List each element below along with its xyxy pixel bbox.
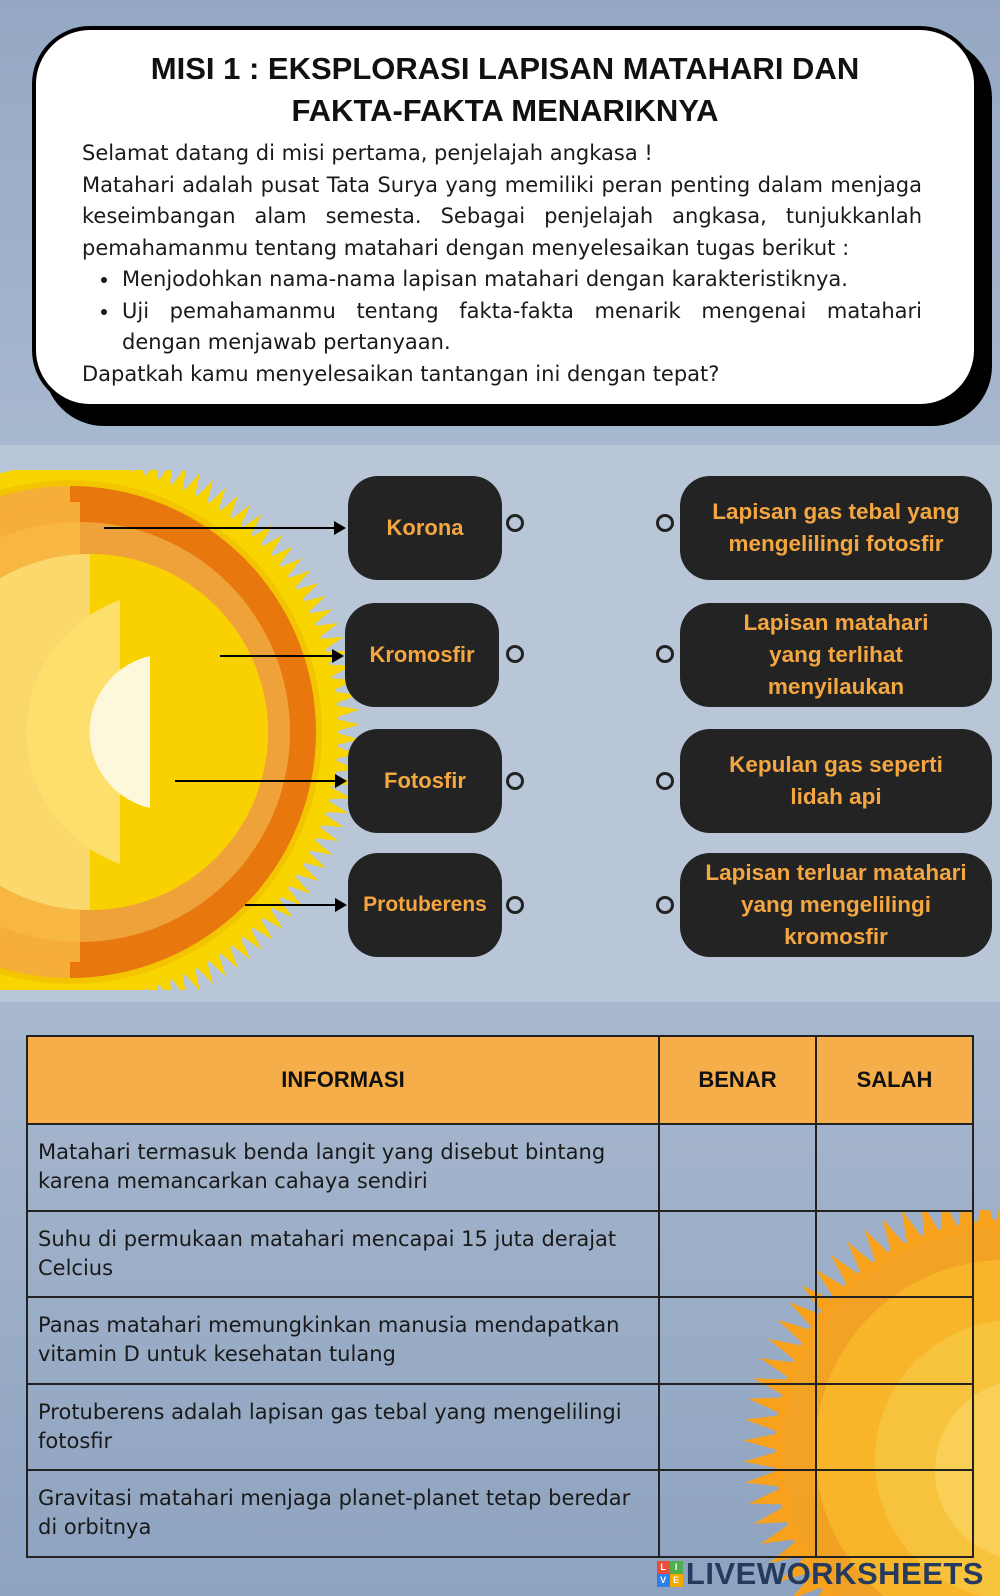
logo-mark-letter: E [670, 1574, 683, 1587]
layer-label: Protuberens [363, 893, 487, 916]
salah-checkbox[interactable] [816, 1384, 973, 1471]
mission-title-line-2: FAKTA-FAKTA MENARIKNYA [291, 93, 719, 128]
layer-label: Kromosfir [369, 642, 475, 667]
task-list [120, 264, 922, 359]
layer-option-fotosfir[interactable] [348, 729, 502, 833]
arrow-icon [220, 655, 342, 657]
layer-option-kromosfir[interactable] [345, 603, 499, 707]
brand-name: LIVEWORKSHEETS [685, 1556, 984, 1591]
salah-checkbox[interactable] [816, 1124, 973, 1211]
logo-mark-letter: L [657, 1561, 670, 1574]
connector-dot-icon[interactable] [506, 645, 524, 663]
benar-checkbox[interactable] [659, 1297, 816, 1384]
layer-option-protuberens[interactable] [348, 853, 502, 957]
benar-checkbox[interactable] [659, 1124, 816, 1211]
table-header-row [27, 1036, 973, 1124]
table-row [27, 1384, 973, 1471]
arrow-icon [175, 780, 345, 782]
greeting-text: Selamat datang di misi pertama, penjelajah angkasa ! [82, 141, 653, 165]
connector-dot-icon[interactable] [506, 772, 524, 790]
table-row [27, 1470, 973, 1557]
layer-option-korona[interactable] [348, 476, 502, 580]
logo-mark-letter: V [657, 1574, 670, 1587]
description-option[interactable] [680, 603, 992, 707]
layer-label: Korona [386, 515, 464, 540]
description-option[interactable] [680, 729, 992, 833]
mission-title-line-1: MISI 1 : EKSPLORASI LAPISAN MATAHARI DAN [150, 51, 860, 86]
liveworksheets-logo-icon [657, 1561, 683, 1587]
salah-checkbox[interactable] [816, 1211, 973, 1298]
salah-checkbox[interactable] [816, 1470, 973, 1557]
statement-text: Suhu di permukaan matahari mencapai 15 juta derajat Celcius [27, 1211, 659, 1298]
sun-illustration [0, 470, 360, 990]
connector-dot-icon[interactable] [506, 896, 524, 914]
closing-question: Dapatkah kamu menyelesaikan tantangan ini dengan tepat? [82, 361, 720, 386]
statement-text: Gravitasi matahari menjaga planet-planet tetap beredar di orbitnya [27, 1470, 659, 1557]
task-item: • Uji pemahamanmu tentang fakta-fakta menarik mengenai matahari dengan menjawab pertanyaan. [120, 296, 922, 359]
connector-dot-icon[interactable] [656, 514, 674, 532]
connector-dot-icon[interactable] [656, 772, 674, 790]
table-row [27, 1124, 973, 1211]
connector-dot-icon[interactable] [656, 645, 674, 663]
benar-checkbox[interactable] [659, 1470, 816, 1557]
header-benar: BENAR [659, 1036, 816, 1124]
description-label: Lapisan matahari yang terlihat menyilaukan [743, 610, 929, 699]
description-label: Kepulan gas seperti lidah api [729, 752, 943, 809]
true-false-table [26, 1035, 974, 1558]
intro-card [32, 26, 978, 408]
intro-text [82, 138, 922, 390]
layer-label: Fotosfir [384, 768, 466, 793]
mission-title [82, 48, 922, 132]
table-row [27, 1297, 973, 1384]
description-option[interactable] [680, 853, 992, 957]
connector-dot-icon[interactable] [506, 514, 524, 532]
statement-text: Panas matahari memungkinkan manusia mendapatkan vitamin D untuk kesehatan tulang [27, 1297, 659, 1384]
table-row [27, 1211, 973, 1298]
arrow-icon [245, 904, 345, 906]
salah-checkbox[interactable] [816, 1297, 973, 1384]
description-label: Lapisan gas tebal yang mengelilingi fotosfir [712, 499, 960, 556]
statement-text: Matahari termasuk benda langit yang disebut bintang karena memancarkan cahaya sendiri [27, 1124, 659, 1211]
arrow-icon [104, 527, 344, 529]
statement-text: Protuberens adalah lapisan gas tebal yang mengelilingi fotosfir [27, 1384, 659, 1471]
intro-paragraph: Matahari adalah pusat Tata Surya yang memiliki peran penting dalam menjaga keseimbangan alam semesta. Sebagai penjelajah angkasa, tunjukkanlah pemahamanmu tentang matahari dengan menyelesaikan tugas berikut : [82, 172, 922, 260]
task-item: • Menjodohkan nama-nama lapisan matahari dengan karakteristiknya. [120, 264, 922, 296]
header-informasi: INFORMASI [27, 1036, 659, 1124]
connector-dot-icon[interactable] [656, 896, 674, 914]
header-salah: SALAH [816, 1036, 973, 1124]
description-option[interactable] [680, 476, 992, 580]
benar-checkbox[interactable] [659, 1384, 816, 1471]
description-label: Lapisan terluar matahari yang mengelilingi kromosfir [705, 860, 967, 949]
liveworksheets-logo[interactable] [657, 1556, 984, 1592]
benar-checkbox[interactable] [659, 1211, 816, 1298]
logo-mark-letter: I [670, 1561, 683, 1574]
